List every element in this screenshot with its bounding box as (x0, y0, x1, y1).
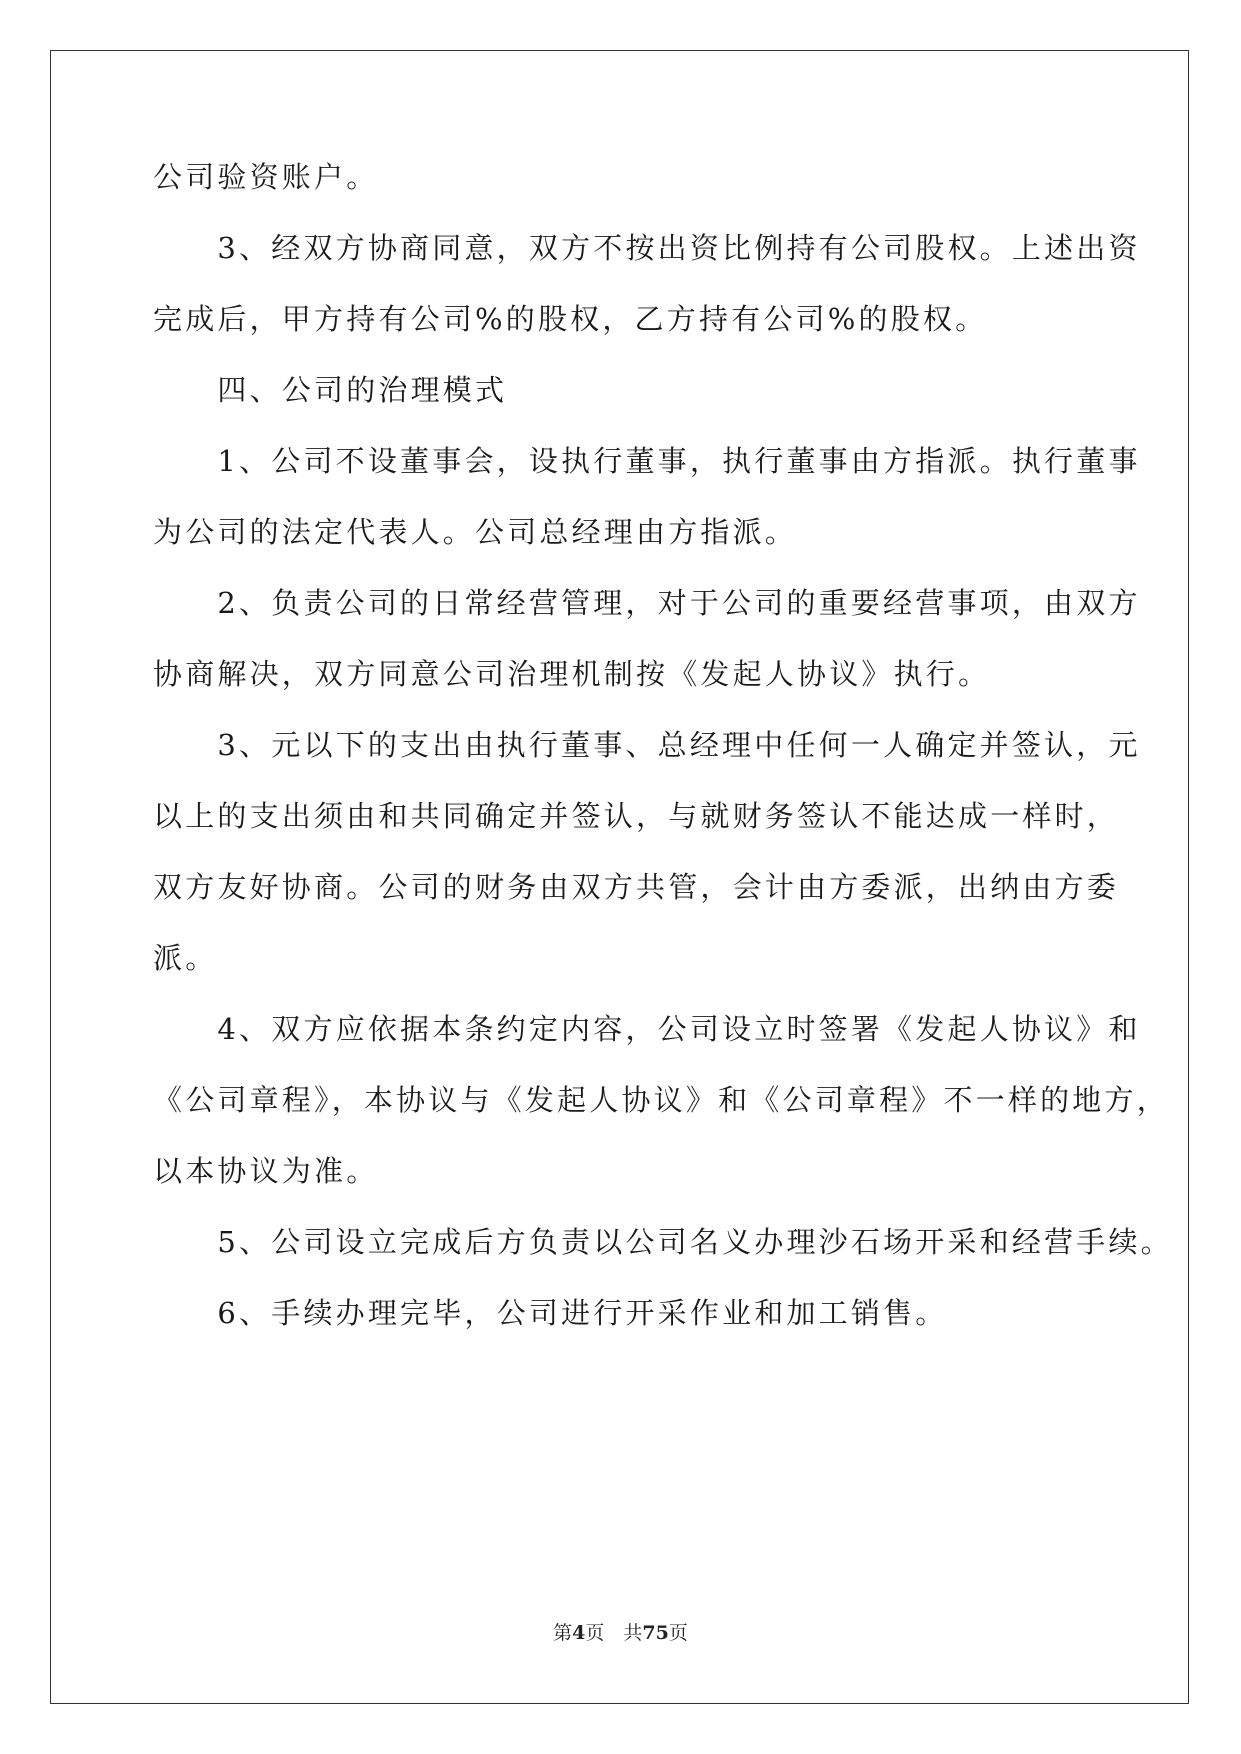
text-line: 以本协议为准。 (153, 1154, 379, 1188)
text-line: 3、经双方协商同意，双方不按出资比例持有公司股权。上述出资 (153, 231, 1141, 265)
text-line: 为公司的法定代表人。公司总经理由方指派。 (153, 515, 798, 549)
footer-page-suffix: 页 (585, 1622, 605, 1644)
text-line: 6、手续办理完毕，公司进行开采作业和加工销售。 (153, 1296, 948, 1330)
text-line: 以上的支出须由和共同确定并签认，与就财务签认不能达成一样时， (153, 799, 1120, 833)
footer-total-prefix: 共 (623, 1622, 643, 1644)
total-pages: 75 (642, 1622, 669, 1644)
text-line: 协商解决，双方同意公司治理机制按《发起人协议》执行。 (153, 657, 991, 691)
section-heading: 四、公司的治理模式 (153, 373, 508, 407)
footer-total-suffix: 页 (668, 1622, 688, 1644)
text-line: 4、双方应依据本条约定内容，公司设立时签署《发起人协议》和 (153, 1012, 1141, 1046)
footer-prefix: 第 (553, 1622, 573, 1644)
text-line: 公司验资账户。 (153, 160, 379, 194)
text-line: 5、公司设立完成后方负责以公司名义办理沙石场开采和经营手续。 (153, 1225, 1173, 1259)
text-line: 3、元以下的支出由执行董事、总经理中任何一人确定并签认，元 (153, 728, 1141, 762)
text-line: 2、负责公司的日常经营管理，对于公司的重要经营事项，由双方 (153, 586, 1141, 620)
text-line: 派。 (153, 941, 218, 975)
page-footer (0, 1618, 1241, 1645)
text-line: 《公司章程》，本协议与《发起人协议》和《公司章程》不一样的地方， (153, 1083, 1169, 1117)
page-number: 4 (572, 1622, 586, 1644)
text-line: 1、公司不设董事会，设执行董事，执行董事由方指派。执行董事 (153, 444, 1141, 478)
text-line: 完成后，甲方持有公司%的股权，乙方持有公司%的股权。 (153, 302, 988, 336)
text-line: 双方友好协商。公司的财务由双方共管，会计由方委派，出纳由方委 (153, 870, 1120, 904)
